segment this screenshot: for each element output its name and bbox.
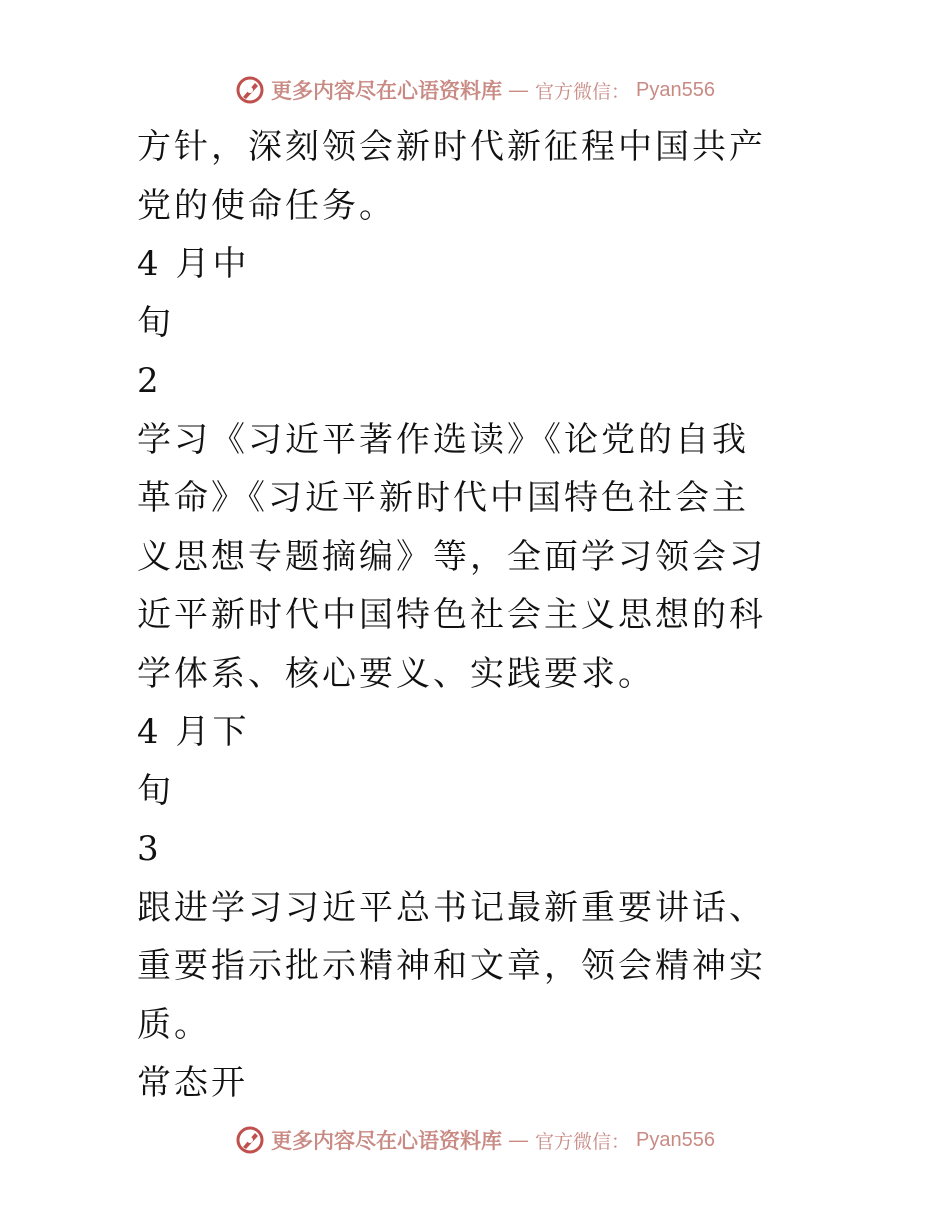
text-line: 3 bbox=[137, 829, 162, 869]
watermark-id: Pyan556 bbox=[636, 1128, 715, 1151]
text-line: 常态开 bbox=[137, 1063, 248, 1103]
watermark-main-text: 更多内容尽在心语资料库 bbox=[271, 78, 502, 103]
text-line: 革命》《习近平新时代中国特色社会主 bbox=[137, 478, 749, 518]
watermark-main-text: 更多内容尽在心语资料库 bbox=[271, 1128, 502, 1153]
text-line: 方针，深刻领会新时代新征程中国共产 bbox=[137, 127, 766, 167]
text-line: 义思想专题摘编》等，全面学习领会习 bbox=[137, 536, 766, 577]
watermark-dash: — bbox=[508, 78, 529, 102]
text-line: 4 月中 bbox=[137, 244, 250, 284]
text-line: 旬 bbox=[137, 302, 174, 343]
watermark-sub-text: 官方微信： bbox=[535, 80, 631, 103]
header-watermark bbox=[0, 70, 950, 110]
pen-logo-icon bbox=[235, 75, 265, 105]
text-line: 跟进学习习近平总书记最新重要讲话、 bbox=[137, 887, 766, 928]
pen-logo-icon bbox=[235, 1125, 265, 1155]
text-line: 2 bbox=[137, 361, 162, 401]
watermark-id: Pyan556 bbox=[636, 78, 715, 101]
text-line: 重要指示批示精神和文章，领会精神实 bbox=[137, 946, 766, 986]
document-body bbox=[137, 118, 766, 1113]
text-line: 近平新时代中国特色社会主义思想的科 bbox=[137, 595, 766, 635]
text-line: 学习《习近平著作选读》《论党的自我 bbox=[137, 419, 749, 460]
footer-watermark bbox=[0, 1120, 950, 1160]
watermark-dash: — bbox=[508, 1128, 529, 1152]
text-line: 旬 bbox=[137, 770, 174, 811]
watermark-group bbox=[235, 75, 715, 105]
text-line: 学体系、核心要义、实践要求。 bbox=[137, 653, 655, 694]
text-line: 质。 bbox=[137, 1004, 211, 1045]
text-line: 4 月下 bbox=[137, 712, 250, 752]
text-line: 党的使命任务。 bbox=[137, 185, 396, 226]
watermark-group bbox=[235, 1125, 715, 1155]
watermark-sub-text: 官方微信： bbox=[535, 1130, 631, 1153]
